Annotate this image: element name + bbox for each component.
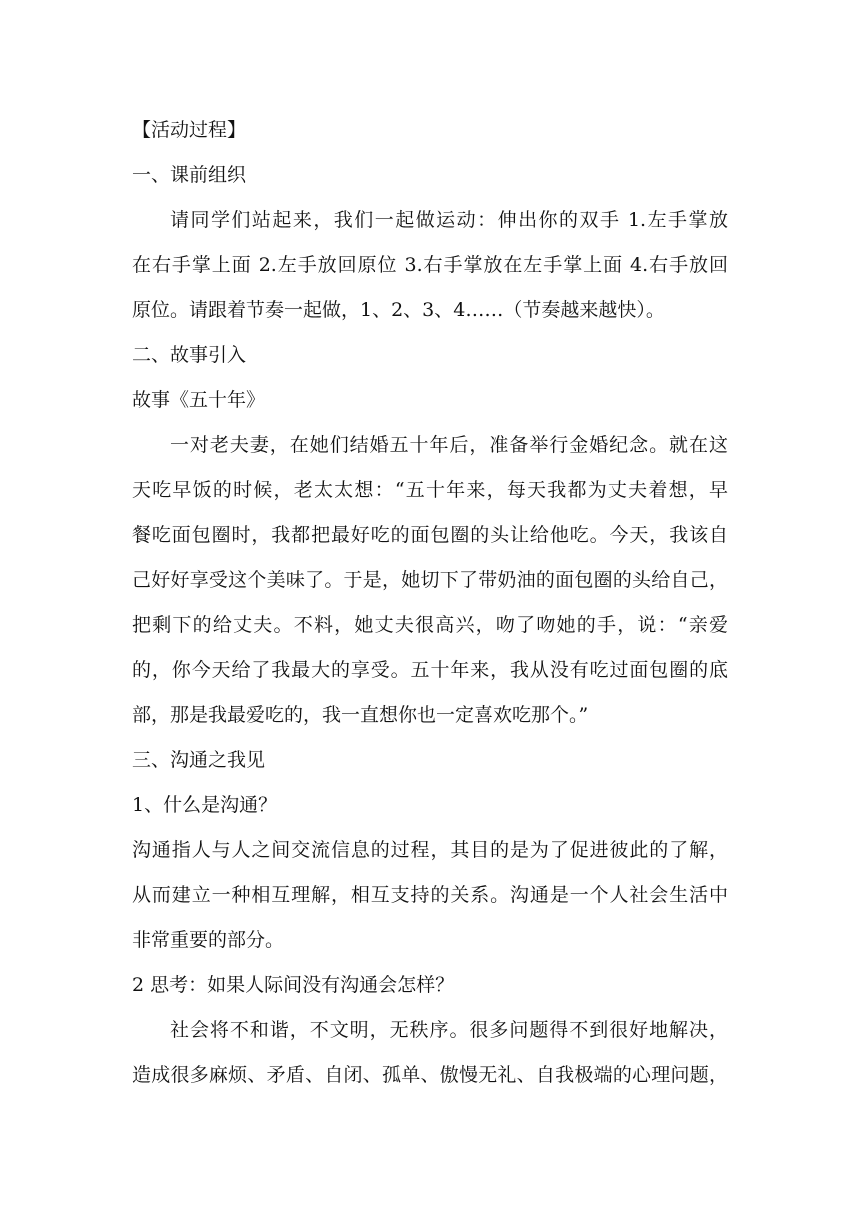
text-line: 在右手掌上面 2.左手放回原位 3.右手掌放在左手掌上面 4.右手放回 xyxy=(132,254,728,276)
text-line: 一、课前组织 xyxy=(132,164,247,186)
text-line: 从而建立一种相互理解，相互支持的关系。沟通是一个人社会生活中 xyxy=(132,884,728,906)
text-line: 餐吃面包圈时，我都把最好吃的面包圈的头让给他吃。今天，我该自 xyxy=(132,524,728,546)
text-line: 三、沟通之我见 xyxy=(132,749,266,771)
text-line: 社会将不和谐，不文明，无秩序。很多问题得不到很好地解决， xyxy=(170,1019,728,1041)
text-line: 天吃早饭的时候，老太太想：“五十年来，每天我都为丈夫着想，早 xyxy=(132,479,728,501)
text-line: 一对老夫妻，在她们结婚五十年后，准备举行金婚纪念。就在这 xyxy=(170,434,728,456)
text-line: 【活动过程】 xyxy=(132,119,247,141)
text-line: 原位。请跟着节奏一起做，1、2、3、4……（节奏越来越快）。 xyxy=(132,299,665,321)
text-line: 沟通指人与人之间交流信息的过程，其目的是为了促进彼此的了解， xyxy=(132,839,728,861)
text-line: 的，你今天给了我最大的享受。五十年来，我从没有吃过面包圈的底 xyxy=(132,659,728,681)
text-line: 己好好享受这个美味了。于是，她切下了带奶油的面包圈的头给自己， xyxy=(132,569,728,591)
text-line: 把剩下的给丈夫。不料，她丈夫很高兴，吻了吻她的手，说：“亲爱 xyxy=(132,614,728,636)
text-line: 非常重要的部分。 xyxy=(132,929,285,951)
text-line: 部，那是我最爱吃的，我一直想你也一定喜欢吃那个。” xyxy=(132,704,589,726)
text-line: 二、故事引入 xyxy=(132,344,247,366)
text-line: 请同学们站起来，我们一起做运动：伸出你的双手 1.左手掌放 xyxy=(170,209,728,231)
document-body xyxy=(132,108,728,1098)
text-line: 2 思考：如果人际间没有沟通会怎样？ xyxy=(132,974,455,996)
text-line: 造成很多麻烦、矛盾、自闭、孤单、傲慢无礼、自我极端的心理问题， xyxy=(132,1064,728,1086)
text-line: 1、什么是沟通？ xyxy=(132,794,278,816)
text-line: 故事《五十年》 xyxy=(132,389,266,411)
